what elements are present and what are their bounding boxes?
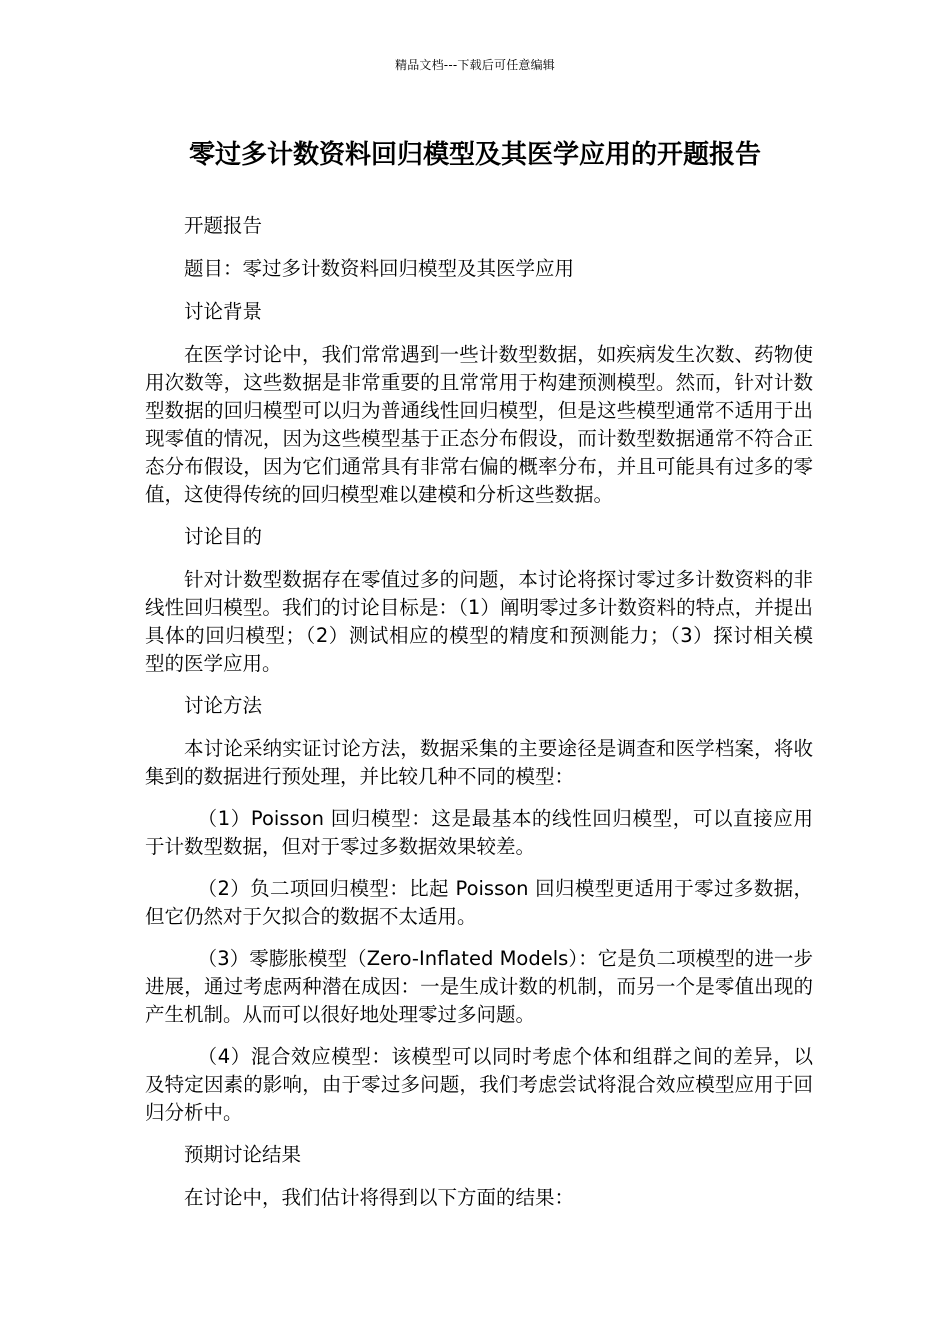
header-note: 精品文档---下载后可任意编辑 [395, 58, 555, 72]
document-body [145, 212, 813, 1226]
document-title: 零过多计数资料回归模型及其医学应用的开题报告 [188, 140, 761, 170]
method-item-poisson: （1）Poisson 回归模型：这是最基本的线性回归模型，可以直接应用于计数型数据，但对于零过多数据效果较差。 [145, 807, 813, 858]
paragraph-purpose: 针对计数型数据存在零值过多的问题，本讨论将探讨零过多计数资料的非线性回归模型。我们的讨论目标是：（1）阐明零过多计数资料的特点，并提出具体的回归模型；（2）测试相应的模型的精度和预测能力；（3）探讨相关模型的医学应用。 [145, 568, 813, 675]
method-item-negative-binomial: （2）负二项回归模型：比起 Poisson 回归模型更适用于零过多数据，但它仍然对于欠拟合的数据不太适用。 [145, 877, 813, 928]
section-heading-results: 预期讨论结果 [184, 1143, 302, 1166]
paragraph-results: 在讨论中，我们估计将得到以下方面的结果： [184, 1186, 575, 1209]
topic-line: 题目：零过多计数资料回归模型及其医学应用 [184, 257, 575, 280]
section-heading-background: 讨论背景 [184, 300, 263, 323]
method-item-mixed-effects: （4）混合效应模型：该模型可以同时考虑个体和组群之间的差异，以及特定因素的影响，由于零过多问题，我们考虑尝试将混合效应模型应用于回归分析中。 [145, 1045, 813, 1124]
paragraph-background: 在医学讨论中，我们常常遇到一些计数型数据，如疾病发生次数、药物使用次数等，这些数据是非常重要的且常常用于构建预测模型。然而，针对计数型数据的回归模型可以归为普通线性回归模型，但是这些模型通常不适用于出现零值的情况，因为这些模型基于正态分布假设，而计数型数据通常不符合正态分布假设，因为它们通常具有非常右偏的概率分布，并且可能具有过多的零值，这使得传统的回归模型难以建模和分析这些数据。 [145, 343, 813, 506]
method-item-zero-inflated: （3）零膨胀模型（Zero-Inflated Models）：它是负二项模型的进一步进展，通过考虑两种潜在成因：一是生成计数的机制，而另一个是零值出现的产生机制。从而可以很好地处理零过多问题。 [145, 947, 813, 1026]
report-label: 开题报告 [184, 214, 263, 237]
paragraph-method: 本讨论采纳实证讨论方法，数据采集的主要途径是调查和医学档案，将收集到的数据进行预处理，并比较几种不同的模型： [145, 737, 813, 788]
section-heading-method: 讨论方法 [184, 694, 263, 717]
section-heading-purpose: 讨论目的 [184, 525, 263, 548]
